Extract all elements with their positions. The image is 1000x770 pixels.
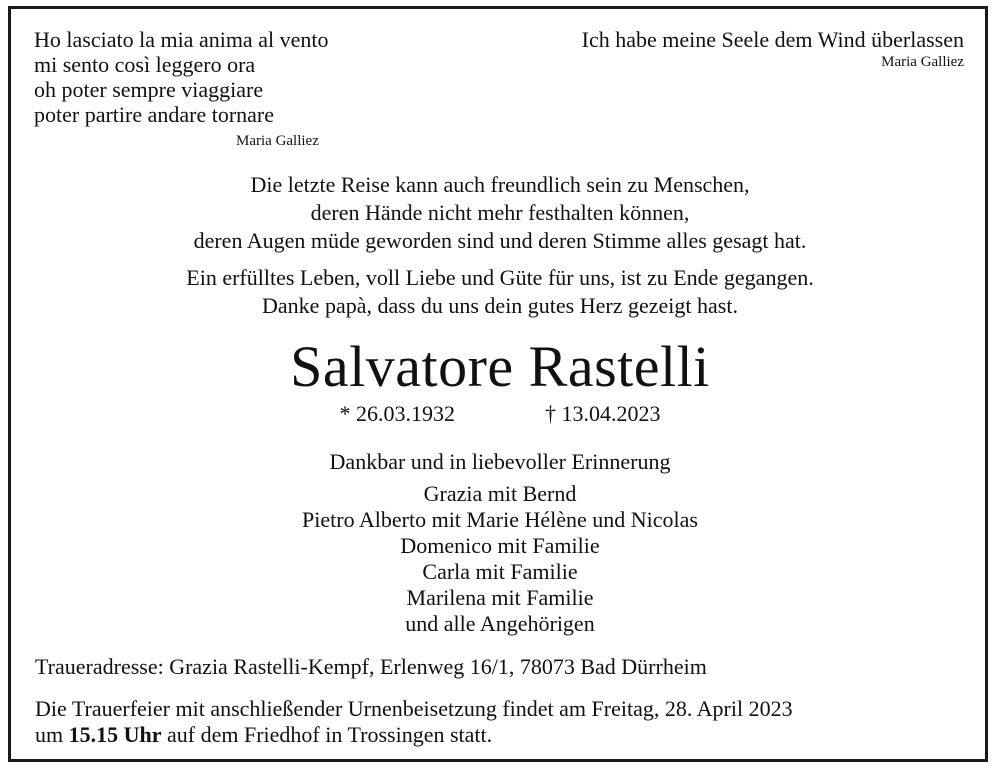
mourning-address: Traueradresse: Grazia Rastelli-Kempf, Erlenweg 16/1, 78073 Bad Dürrheim — [35, 654, 707, 679]
ceremony-prefix: um — [35, 722, 69, 747]
mourners-list — [0, 481, 1000, 637]
poem-author: Maria Galliez — [881, 54, 964, 70]
list-item: Domenico mit Familie — [400, 533, 600, 558]
quote-line: deren Hände nicht mehr festhalten können, — [310, 200, 690, 225]
death-date: † 13.04.2023 — [545, 401, 661, 426]
tribute-text — [0, 264, 1000, 320]
quote-line: Die letzte Reise kann auch freundlich sein zu Menschen, — [250, 172, 750, 197]
tribute-line: Danke papà, dass du uns dein gutes Herz gezeigt hast. — [262, 293, 738, 318]
poem-author: Maria Galliez — [236, 133, 319, 149]
list-item: Pietro Alberto mit Marie Hélène und Nicolas — [302, 507, 698, 532]
german-poem — [582, 27, 964, 71]
italian-poem — [34, 27, 328, 150]
poem-line: Ho lasciato la mia anima al vento — [34, 27, 329, 52]
life-dates — [0, 401, 1000, 427]
ceremony-time: 15.15 Uhr — [68, 722, 162, 747]
farewell-quote — [0, 171, 1000, 255]
poem-line: oh poter sempre viaggiare — [34, 77, 264, 102]
poem-line: mi sento così leggero ora — [34, 52, 256, 77]
ceremony-line: Die Trauerfeier mit anschließender Urnenbeisetzung findet am Freitag, 28. April 2023 — [35, 696, 793, 721]
ceremony-line — [35, 722, 793, 748]
tribute-line: Ein erfülltes Leben, voll Liebe und Güte für uns, ist zu Ende gegangen. — [186, 265, 814, 290]
list-item: Marilena mit Familie — [406, 585, 594, 610]
birth-date: * 26.03.1932 — [339, 401, 455, 426]
ceremony-suffix: auf dem Friedhof in Trossingen statt. — [161, 722, 493, 747]
quote-line: deren Augen müde geworden sind und deren Stimme alles gesagt hat. — [193, 228, 807, 253]
mourners-intro: Dankbar und in liebevoller Erinnerung — [329, 449, 671, 474]
poem-line: poter partire andare tornare — [34, 102, 275, 127]
deceased-name: Salvatore Rastelli — [290, 334, 710, 399]
poem-line: Ich habe meine Seele dem Wind überlassen — [581, 27, 964, 52]
list-item: und alle Angehörigen — [405, 611, 595, 636]
list-item: Grazia mit Bernd — [423, 481, 577, 506]
list-item: Carla mit Familie — [422, 559, 578, 584]
funeral-details — [35, 696, 793, 748]
